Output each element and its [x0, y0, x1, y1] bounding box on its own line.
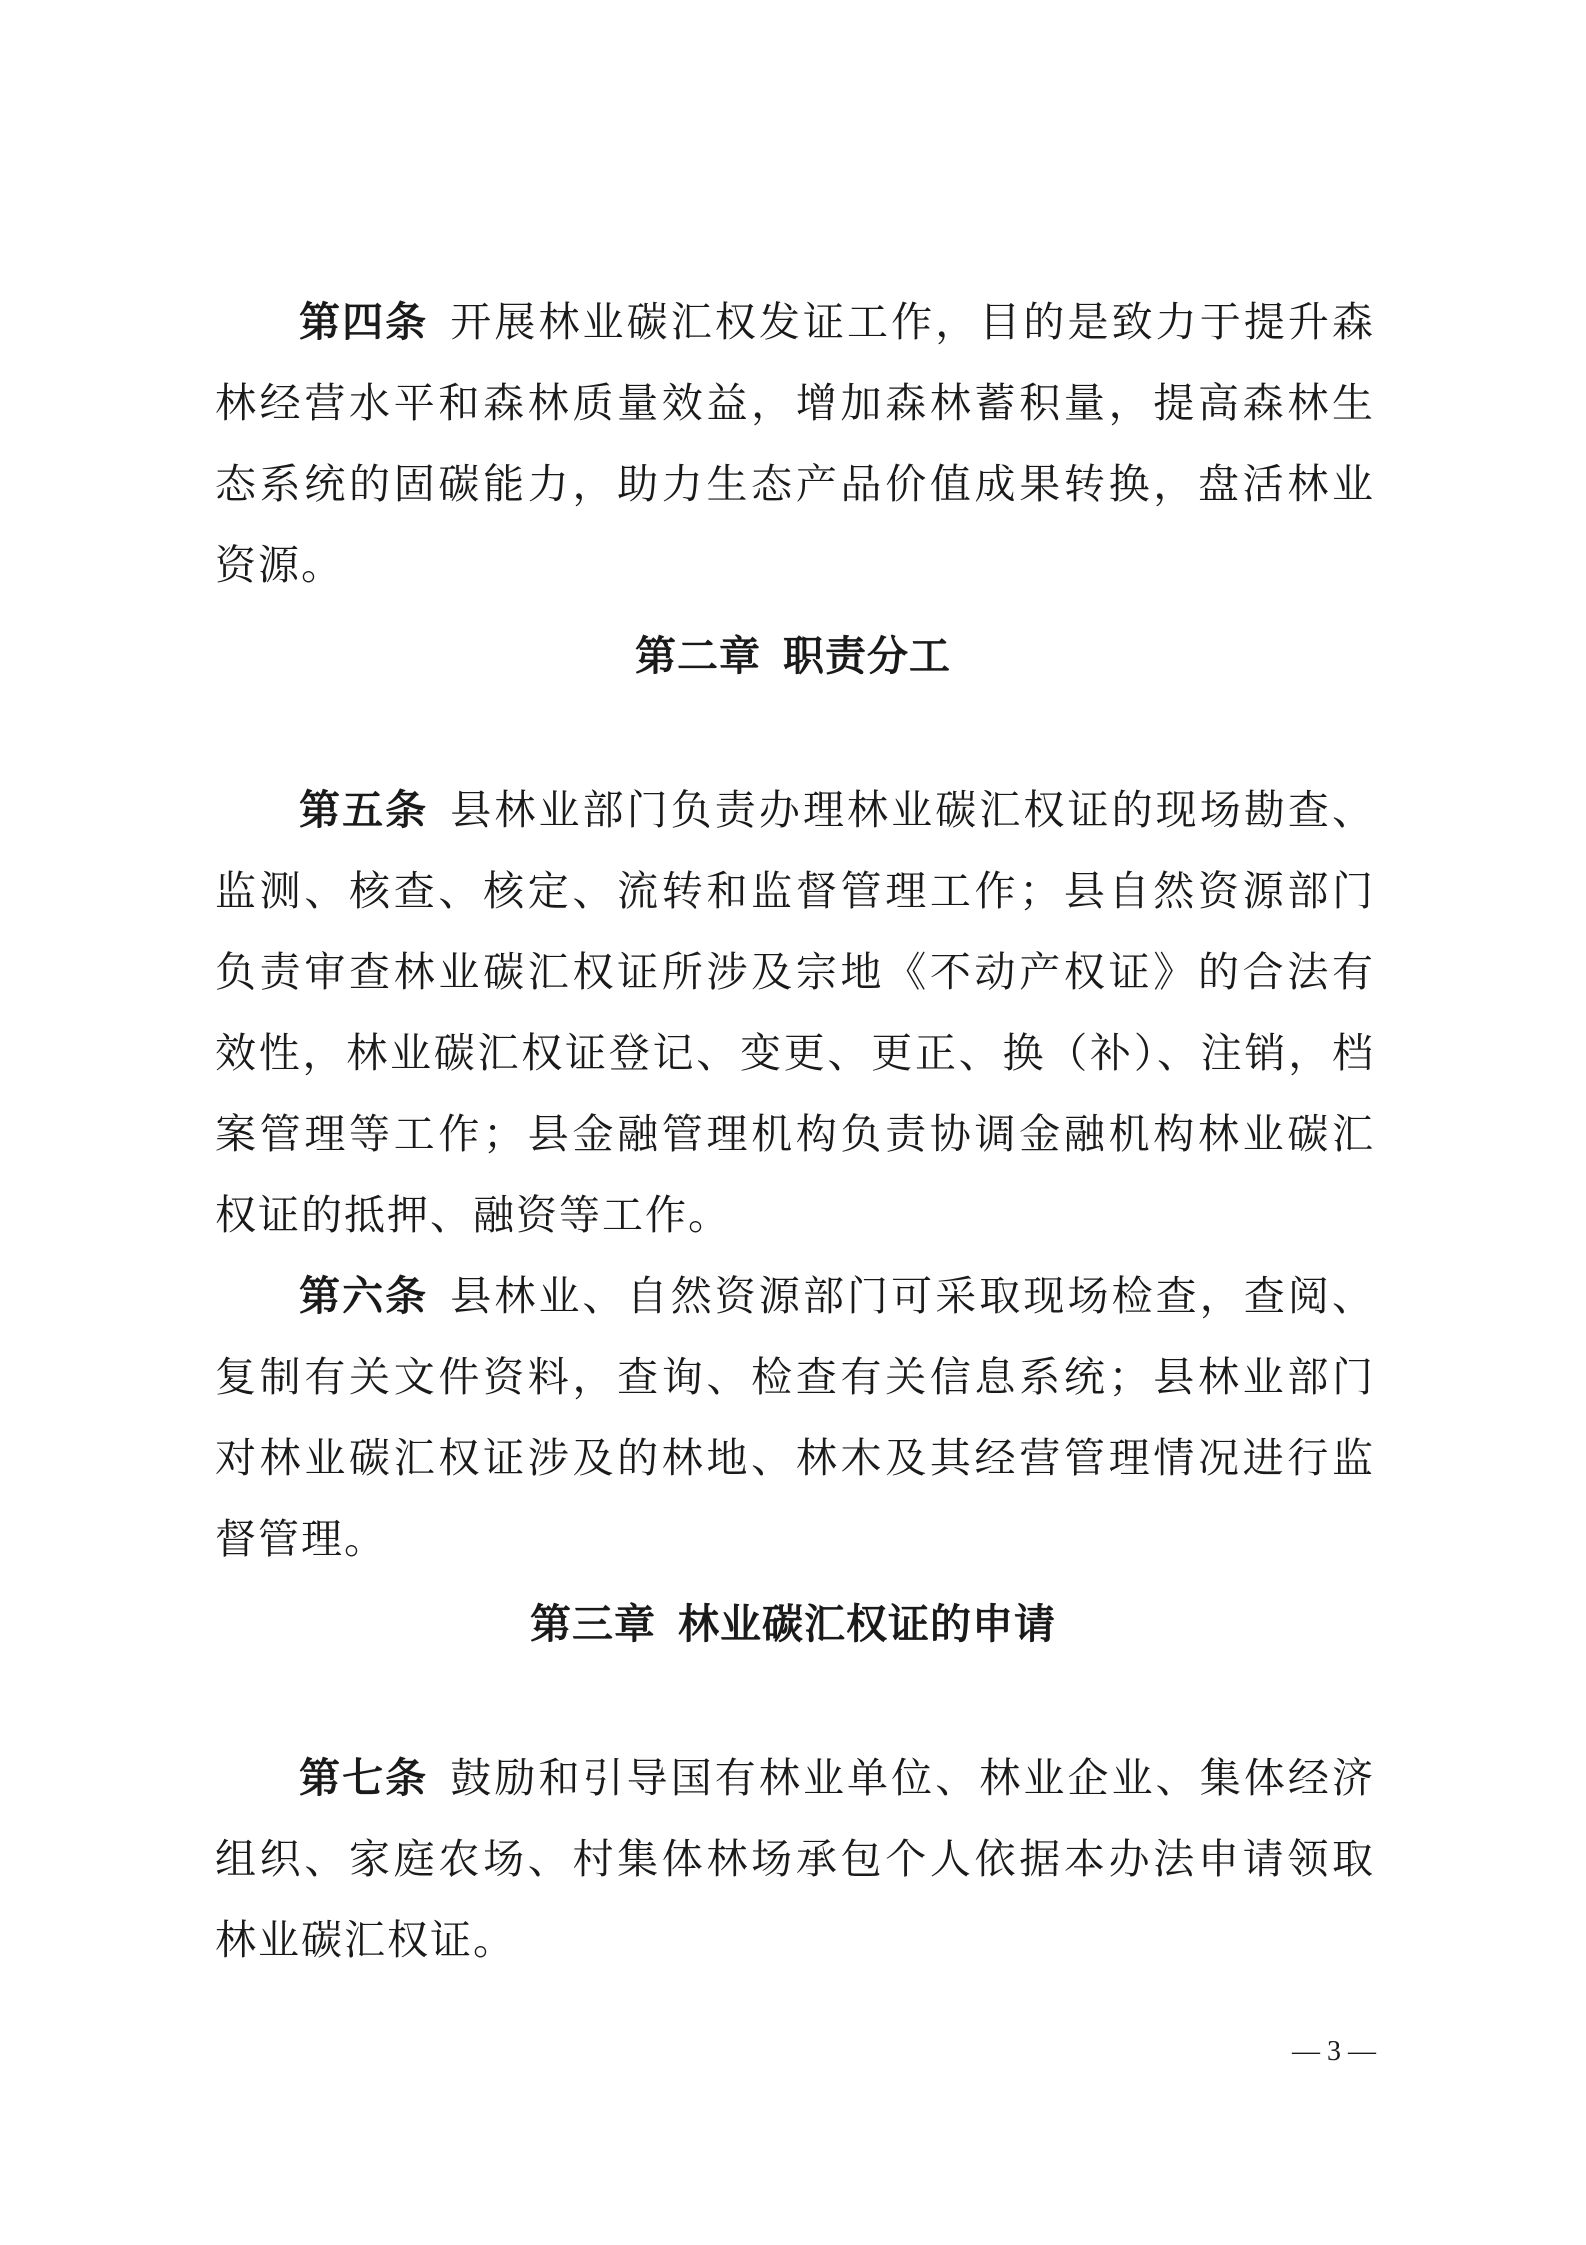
article-4	[215, 282, 1375, 606]
article-text: 县林业、自然资源部门可采取现场检查，查阅、复制有关文件资料，查询、检查有关信息系统；县林业部门对林业碳汇权证涉及的林地、林木及其经营管理情况进行监督管理。	[215, 1272, 1376, 1563]
article-label: 第五条	[299, 786, 429, 834]
chapter-title: 林业碳汇权证的申请	[678, 1600, 1056, 1648]
page-number: — 3 —	[1292, 2036, 1376, 2067]
chapter-number: 第三章	[530, 1600, 656, 1648]
article-text: 开展林业碳汇权发证工作，目的是致力于提升森林经营水平和森林质量效益，增加森林蓄积量，提高森林生态系统的固碳能力，助力生态产品价值成果转换，盘活林业资源。	[215, 298, 1376, 589]
chapter-number: 第二章	[635, 632, 761, 680]
article-6	[215, 1256, 1375, 1580]
article-text: 县林业部门负责办理林业碳汇权证的现场勘查、监测、核查、核定、流转和监督管理工作；县自然资源部门负责审查林业碳汇权证所涉及宗地《不动产权证》的合法有效性，林业碳汇权证登记、变更、更正、换（补）、注销，档案管理等工作；县金融管理机构负责协调金融机构林业碳汇权证的抵押、融资等工作。	[215, 786, 1376, 1239]
chapter-title: 职责分工	[783, 632, 951, 680]
article-text: 鼓励和引导国有林业单位、林业企业、集体经济组织、家庭农场、村集体林场承包个人依据本办法申请领取林业碳汇权证。	[215, 1754, 1376, 1964]
article-label: 第四条	[299, 298, 429, 346]
chapter-heading-2	[0, 626, 1586, 686]
article-7	[215, 1738, 1375, 1981]
article-label: 第七条	[299, 1754, 429, 1802]
article-5	[215, 770, 1375, 1256]
chapter-heading-3	[0, 1594, 1586, 1654]
article-label: 第六条	[299, 1272, 429, 1320]
